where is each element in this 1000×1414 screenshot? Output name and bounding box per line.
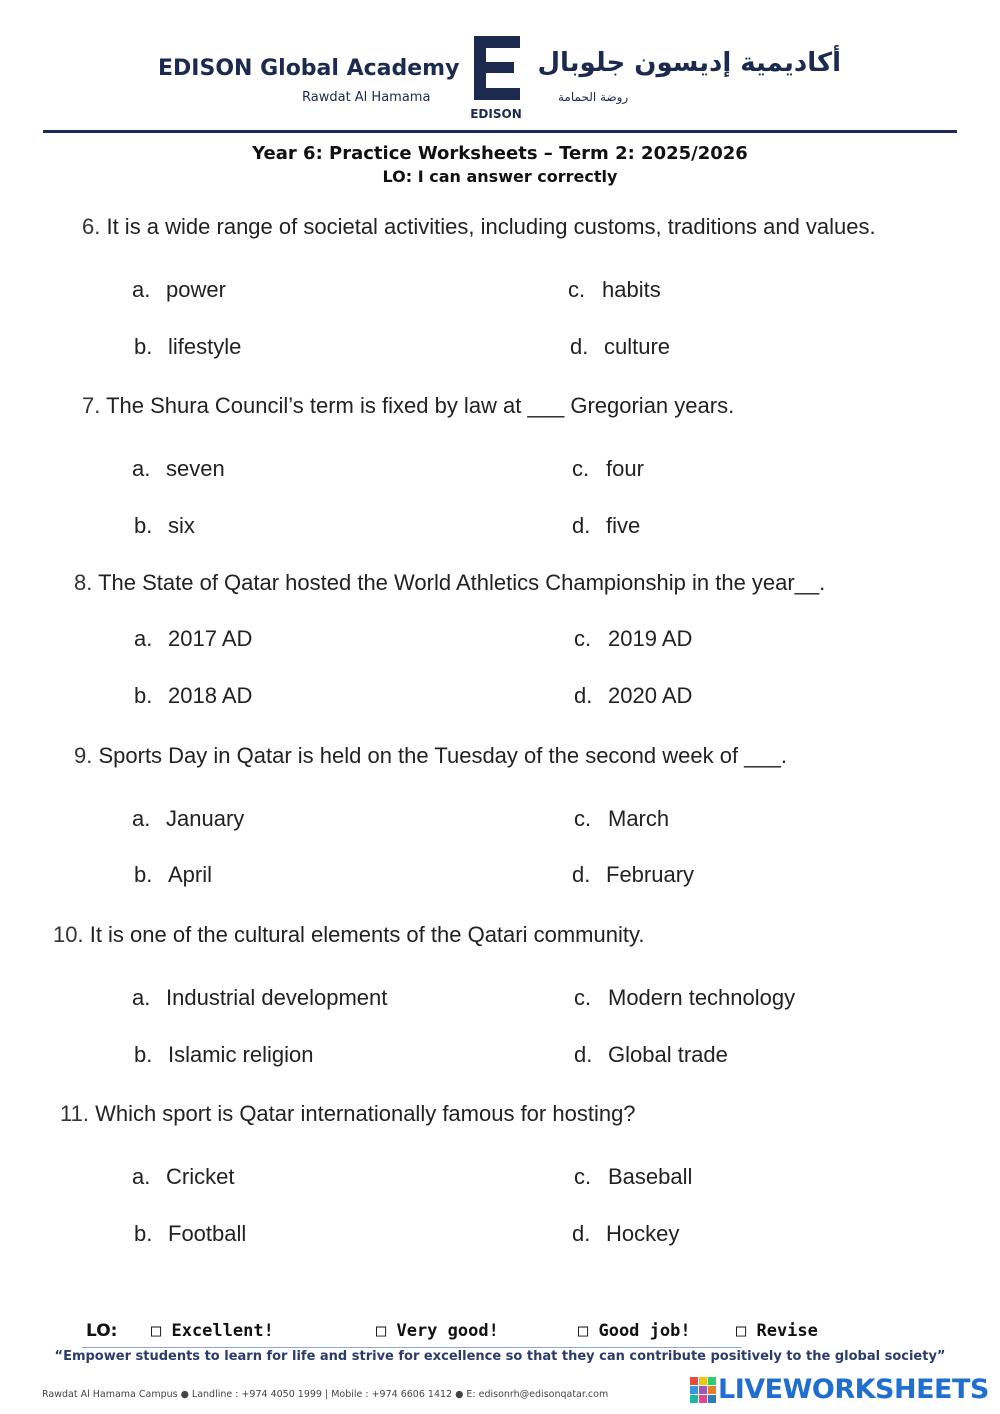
option-letter: d. [572,1221,591,1246]
option-text: lifestyle [168,334,242,359]
question-number: 6. [82,214,101,239]
option-text: six [168,513,195,538]
option-letter: d. [570,334,589,359]
option-text: 2017 AD [168,626,253,651]
question-text: Sports Day in Qatar is held on the Tuesday of the second week of ___. [92,743,787,768]
option-letter: a. [132,277,151,302]
learning-objective: LO: I can answer correctly [382,167,618,186]
option-6c[interactable] [568,277,661,303]
question-number: 7. [82,393,101,418]
option-letter: d. [572,513,591,538]
option-6a[interactable] [132,277,226,303]
option-letter: a. [132,806,151,831]
option-text: five [606,513,641,538]
option-10a[interactable] [132,985,387,1011]
option-8c[interactable] [574,626,692,652]
option-text: 2019 AD [608,626,693,651]
option-letter: b. [134,1042,153,1067]
option-text: 2020 AD [608,683,693,708]
lo-label: LO: [86,1321,118,1341]
option-text: Baseball [608,1164,693,1189]
rating-good-job[interactable]: □ Good job! [578,1321,691,1341]
option-11b[interactable] [134,1221,246,1247]
option-text: Modern technology [608,985,796,1010]
question-number: 8. [74,570,93,595]
option-11d[interactable] [572,1221,679,1247]
question-text: The Shura Council’s term is fixed by law at ___ Gregorian years. [100,393,735,418]
option-text: February [606,862,695,887]
option-text: power [166,277,226,302]
option-text: seven [166,456,225,481]
option-letter: c. [568,277,586,302]
option-letter: a. [132,456,151,481]
header-divider [43,130,957,133]
logo-wordmark: EDISON [470,107,522,121]
brand-name-arabic: أكاديمية إديسون جلوبال [537,48,841,78]
option-letter: c. [574,806,592,831]
option-8b[interactable] [134,683,252,709]
option-9b[interactable] [134,862,212,888]
question-text: The State of Qatar hosted the World Athletics Championship in the year__. [92,570,826,595]
option-letter: c. [574,626,592,651]
option-7c[interactable] [572,456,644,482]
option-text: culture [604,334,671,359]
option-text: April [168,862,213,887]
liveworksheets-wordmark: LIVEWORKSHEETS [718,1374,989,1405]
option-text: Football [168,1221,247,1246]
option-letter: b. [134,513,153,538]
option-text: Industrial development [166,985,388,1010]
option-9d[interactable] [572,862,694,888]
option-7d[interactable] [572,513,640,539]
option-text: four [606,456,644,481]
option-6b[interactable] [134,334,241,360]
option-letter: b. [134,334,153,359]
option-text: Islamic religion [168,1042,314,1067]
question-6 [82,214,876,240]
question-8 [74,570,825,596]
option-text: Cricket [166,1164,235,1189]
option-letter: a. [134,626,153,651]
mission-quote: “Empower students to learn for life and strive for excellence so that they can contribute positively to the global society” [54,1349,946,1364]
campus-name-arabic: روضة الحمامة [558,90,629,104]
question-number: 10. [53,922,84,947]
liveworksheets-logo-icon [690,1377,716,1403]
option-10b[interactable] [134,1042,314,1068]
option-11a[interactable] [132,1164,234,1190]
question-7 [82,393,734,419]
footer-underline [82,1347,742,1348]
option-letter: b. [134,862,153,887]
option-letter: b. [134,683,153,708]
worksheet-title: Year 6: Practice Worksheets – Term 2: 2025/2026 [252,143,748,164]
option-letter: b. [134,1221,153,1246]
option-text: habits [602,277,661,302]
question-9 [74,743,787,769]
option-6d[interactable] [570,334,670,360]
option-8a[interactable] [134,626,252,652]
option-8d[interactable] [574,683,692,709]
option-10c[interactable] [574,985,795,1011]
option-text: 2018 AD [168,683,253,708]
question-number: 9. [74,743,93,768]
option-text: January [166,806,245,831]
option-9c[interactable] [574,806,669,832]
option-letter: d. [572,862,591,887]
question-number: 11. [60,1101,89,1126]
option-7b[interactable] [134,513,195,539]
option-text: Global trade [608,1042,728,1067]
contact-info: Rawdat Al Hamama Campus ● Landline : +974 4050 1999 | Mobile : +974 6606 1412 ● E: edisonrh@edisonqatar.com [42,1389,609,1400]
option-letter: a. [132,985,151,1010]
question-text: Which sport is Qatar internationally famous for hosting? [88,1101,636,1126]
question-11 [60,1101,636,1127]
liveworksheets-watermark [690,1374,989,1405]
option-11c[interactable] [574,1164,692,1190]
option-10d[interactable] [574,1042,728,1068]
question-text: It is a wide range of societal activities, including customs, traditions and values. [100,214,876,239]
option-letter: c. [574,1164,592,1189]
option-9a[interactable] [132,806,244,832]
option-text: March [608,806,670,831]
rating-excellent[interactable]: □ Excellent! [151,1321,274,1341]
rating-very-good[interactable]: □ Very good! [376,1321,499,1341]
option-text: Hockey [606,1221,680,1246]
option-7a[interactable] [132,456,225,482]
campus-name-english: Rawdat Al Hamama [302,90,431,105]
question-10 [53,922,644,948]
brand-name-english: EDISON Global Academy [158,56,460,81]
option-letter: d. [574,683,593,708]
option-letter: c. [574,985,592,1010]
option-letter: c. [572,456,590,481]
question-text: It is one of the cultural elements of the Qatari community. [83,922,645,947]
rating-revise[interactable]: □ Revise [736,1321,818,1341]
option-letter: d. [574,1042,593,1067]
option-letter: a. [132,1164,151,1189]
